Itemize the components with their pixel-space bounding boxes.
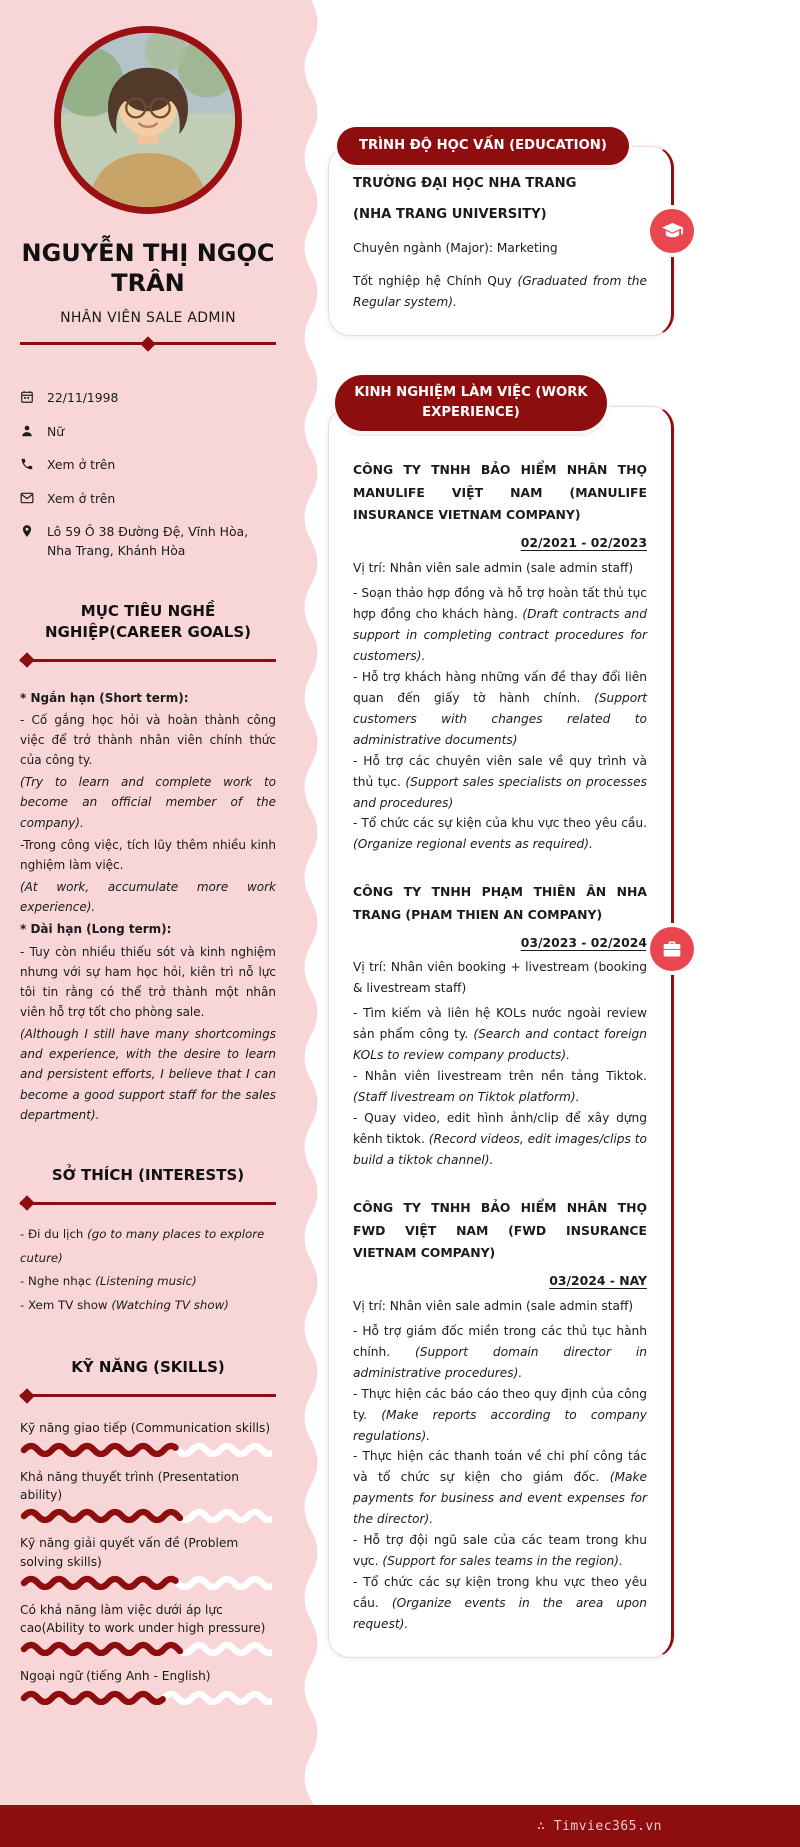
bullet-text-en: (Search and contact foreign KOLs to review company products).	[353, 1027, 648, 1063]
bullet-text-vi: - Quay video, edit hình ảnh/clip để xây dựng kênh tiktok.	[353, 1111, 647, 1147]
bullet-text-en: (Record videos, edit images/clips to build a tiktok channel).	[353, 1132, 647, 1168]
bullet-text-vi: - Tổ chức các sự kiện trong khu vực theo yêu cầu.	[353, 1575, 647, 1611]
job-bullet	[353, 1446, 647, 1530]
phone-icon	[20, 456, 35, 477]
skills-list	[20, 1419, 276, 1704]
skill-item	[20, 1534, 276, 1590]
skills-heading: KỸ NĂNG (SKILLS)	[71, 1358, 225, 1377]
skill-level-bar	[20, 1689, 272, 1705]
job-bullet	[353, 1108, 647, 1171]
section-divider	[20, 1394, 276, 1397]
bullet-text-vi: - Hỗ trợ đội ngũ sale của các team trong khu vực.	[353, 1533, 647, 1569]
person-icon	[20, 423, 35, 444]
email-icon	[20, 490, 35, 511]
contact-item	[20, 423, 276, 444]
interest-text-vi: - Xem TV show	[20, 1297, 112, 1312]
bullet-text-en: (Make payments for business and event expenses for the director).	[353, 1470, 647, 1527]
skill-item	[20, 1468, 276, 1524]
career-goals-body	[20, 688, 276, 1125]
main-content	[318, 0, 800, 1805]
section-skills	[20, 1357, 276, 1704]
job-company: CÔNG TY TNHH PHẠM THIÊN ÂN NHA TRANG (PHAM THIEN AN COMPANY)	[353, 884, 647, 922]
job-bullet	[353, 1530, 647, 1572]
job-entry	[353, 459, 647, 855]
bullet-text-en: (Organize events in the area upon request).	[353, 1596, 647, 1632]
job-bullet	[353, 1384, 647, 1447]
diamond-ornament	[19, 652, 35, 668]
career-goals-paragraph: * Dài hạn (Long term):	[20, 922, 172, 937]
diamond-ornament	[19, 1196, 35, 1212]
job-company: CÔNG TY TNHH BẢO HIỂM NHÂN THỌ MANULIFE VIỆT NAM (MANULIFE INSURANCE VIETNAM COMPANY)	[353, 462, 647, 523]
career-goals-paragraph: - Tuy còn nhiều thiếu sót và kinh nghiệm nhưng với sự ham học hỏi, kiên trì nỗ lực tôi tin rằng có thể trở thành một nhân viên hỗ trợ tốt cho phòng sale.	[20, 944, 276, 1019]
education-grad-vi: Tốt nghiệp hệ Chính Quy	[353, 274, 518, 289]
interests-heading: SỞ THÍCH (INTERESTS)	[51, 1165, 245, 1184]
interest-item	[20, 1270, 276, 1294]
job-bullet	[353, 1572, 647, 1635]
contact-item	[20, 523, 276, 560]
job-bullets	[353, 583, 647, 856]
footer-bar	[0, 1805, 800, 1847]
contact-text: Lô 59 Ô 38 Đường Đệ, Vĩnh Hòa, Nha Trang, Khánh Hòa	[47, 524, 249, 559]
section-career-goals	[20, 601, 276, 1125]
education-major: Chuyên ngành (Major): Marketing	[353, 241, 558, 256]
avatar-placeholder	[61, 33, 235, 207]
education-heading: TRÌNH ĐỘ HỌC VẤN (EDUCATION)	[337, 127, 629, 165]
job-position: Vị trí: Nhân viên sale admin (sale admin staff)	[353, 1298, 634, 1313]
education-school-en: (NHA TRANG UNIVERSITY)	[353, 206, 547, 222]
footer-brand: ∴ Timviec365.vn	[537, 1818, 662, 1834]
job-company: CÔNG TY TNHH BẢO HIỂM NHÂN THỌ FWD VIỆT NAM (FWD INSURANCE VIETNAM COMPANY)	[353, 1200, 647, 1260]
interest-text-vi: - Nghe nhạc	[20, 1274, 96, 1289]
bullet-text-vi: - Hỗ trợ các chuyên viên sale về quy trình và thủ tục.	[353, 753, 647, 789]
bullet-text-en: (Staff livestream on Tiktok platform).	[353, 1090, 580, 1105]
skill-item	[20, 1601, 276, 1657]
skill-label: Khả năng thuyết trình (Presentation ability)	[20, 1469, 239, 1502]
career-goals-paragraph: (At work, accumulate more work experience).	[20, 880, 276, 915]
contact-text: 22/11/1998	[47, 390, 119, 405]
diamond-ornament	[19, 1388, 35, 1404]
job-period: 02/2021 - 02/2023	[520, 535, 647, 551]
bullet-text-vi: - Thực hiện các báo cáo theo quy định của công ty.	[353, 1386, 647, 1422]
skill-label: Kỹ năng giải quyết vấn đề (Problem solving skills)	[20, 1536, 239, 1569]
job-position: Vị trí: Nhân viên sale admin (sale admin staff)	[353, 560, 634, 575]
career-goals-heading: MỤC TIÊU NGHỀ NGHIỆP(CAREER GOALS)	[44, 601, 251, 641]
location-icon	[20, 523, 35, 560]
bullet-text-en: (Support customers with changes related to administrative documents)	[353, 690, 647, 747]
section-divider	[20, 1202, 276, 1205]
contact-item	[20, 456, 276, 477]
education-grad-en: (Graduated from the Regular system).	[353, 274, 648, 310]
skill-level-bar	[20, 1441, 272, 1457]
contact-item	[20, 389, 276, 410]
bullet-text-en: (Support for sales teams in the region).	[382, 1554, 623, 1569]
education-school-vi: TRƯỜNG ĐẠI HỌC NHA TRANG	[353, 176, 577, 191]
job-bullet	[353, 751, 647, 814]
left-sidebar	[0, 0, 296, 1805]
bullet-text-vi: - Soạn thảo hợp đồng và hỗ trợ hoàn tất thủ tục hợp đồng cho khách hàng.	[353, 585, 647, 621]
section-interests	[20, 1165, 276, 1317]
career-goals-paragraph: - Cố gắng học hỏi và hoàn thành công việc để trở thành nhân viên chính thức của công ty.	[20, 712, 276, 768]
candidate-name: NGUYỄN THỊ NGỌC TRÂN	[21, 239, 275, 297]
interest-text-en: (Listening music)	[95, 1274, 197, 1289]
profile-photo	[54, 26, 242, 214]
diamond-ornament	[140, 336, 156, 352]
education-graduation	[353, 271, 647, 313]
job-period: 03/2023 - 02/2024	[520, 935, 647, 951]
bullet-text-en: (Support domain director in administrative procedures).	[353, 1344, 648, 1380]
calendar-icon	[20, 389, 35, 410]
graduation-cap-icon	[650, 209, 694, 253]
contact-item	[20, 490, 276, 511]
skill-label: Kỹ năng giao tiếp (Communication skills)	[20, 1421, 271, 1436]
interest-text-en: (Watching TV show)	[111, 1297, 229, 1312]
contact-text: Xem ở trên	[47, 490, 116, 506]
briefcase-icon	[650, 927, 694, 971]
skill-label: Có khả năng làm việc dưới áp lực cao(Ability to work under high pressure)	[20, 1602, 266, 1636]
bullet-text-en: (Make reports according to company regulations).	[353, 1407, 648, 1443]
job-entry	[353, 881, 647, 1171]
interest-item	[20, 1223, 276, 1270]
interest-text-vi: - Đi du lịch	[20, 1226, 88, 1241]
job-position: Vị trí: Nhân viên booking + livestream (booking & livestream staff)	[353, 960, 647, 996]
job-bullet	[353, 1003, 647, 1066]
career-goals-paragraph: -Trong công việc, tích lũy thêm nhiều kinh nghiệm làm việc.	[20, 837, 276, 872]
skill-item	[20, 1419, 276, 1456]
bullet-text-vi: - Hỗ trợ giám đốc miền trong các thủ tục hành chính.	[353, 1323, 647, 1359]
skill-item	[20, 1667, 276, 1704]
title-divider	[20, 342, 276, 345]
skill-label: Ngoại ngữ (tiếng Anh - English)	[20, 1669, 211, 1684]
contact-list	[20, 389, 276, 561]
bullet-text-en: (Support sales specialists on processes and procedures)	[353, 774, 647, 810]
skill-level-bar	[20, 1507, 272, 1523]
career-goals-paragraph: (Try to learn and complete work to become an official member of the company).	[20, 775, 276, 830]
bullet-text-en: (Draft contracts and support in completing contract procedures for customers).	[353, 606, 647, 663]
interest-text-en: (go to many places to explore cuture)	[20, 1226, 265, 1265]
section-divider	[20, 659, 276, 662]
bullet-text-vi: - Tổ chức các sự kiện của khu vực theo yêu cầu.	[353, 816, 647, 831]
contact-text: Xem ở trên	[47, 457, 116, 473]
job-bullet	[353, 1066, 647, 1108]
job-bullet	[353, 667, 647, 751]
job-period: 03/2024 - NAY	[549, 1273, 647, 1289]
bullet-text-vi: - Tìm kiếm và liên hệ KOLs nước ngoài review sản phẩm công ty.	[353, 1006, 647, 1042]
job-bullet	[353, 583, 647, 667]
candidate-title: NHÂN VIÊN SALE ADMIN	[60, 310, 236, 326]
contact-text: Nữ	[47, 423, 65, 439]
interest-item	[20, 1294, 276, 1318]
job-bullet	[353, 813, 647, 855]
skill-level-bar	[20, 1640, 272, 1656]
job-bullets	[353, 1321, 647, 1636]
bullet-text-vi: - Thực hiện các thanh toán về chi phí công tác và tổ chức sự kiện cho giám đốc.	[353, 1449, 647, 1485]
skill-level-bar	[20, 1574, 272, 1590]
education-card	[328, 138, 674, 336]
job-bullets	[353, 1003, 647, 1171]
job-bullet	[353, 1321, 647, 1384]
bullet-text-en: (Organize regional events as required).	[353, 837, 593, 852]
experience-card	[328, 385, 674, 1658]
interests-list	[20, 1223, 276, 1317]
experience-heading: KINH NGHIỆM LÀM VIỆC (WORK EXPERIENCE)	[335, 375, 607, 431]
bullet-text-vi: - Nhân viên livestream trên nền tảng Tiktok.	[353, 1069, 647, 1084]
career-goals-paragraph: * Ngắn hạn (Short term):	[20, 690, 189, 705]
job-entry	[353, 1197, 647, 1635]
career-goals-paragraph: (Although I still have many shortcomings and experience, with the desire to learn and persistent efforts, I believe that I can become a good support staff for the sales department).	[20, 1027, 276, 1122]
bullet-text-vi: - Hỗ trợ khách hàng những vấn đề thay đổi liên quan đến giấy tờ hành chính.	[353, 669, 647, 705]
